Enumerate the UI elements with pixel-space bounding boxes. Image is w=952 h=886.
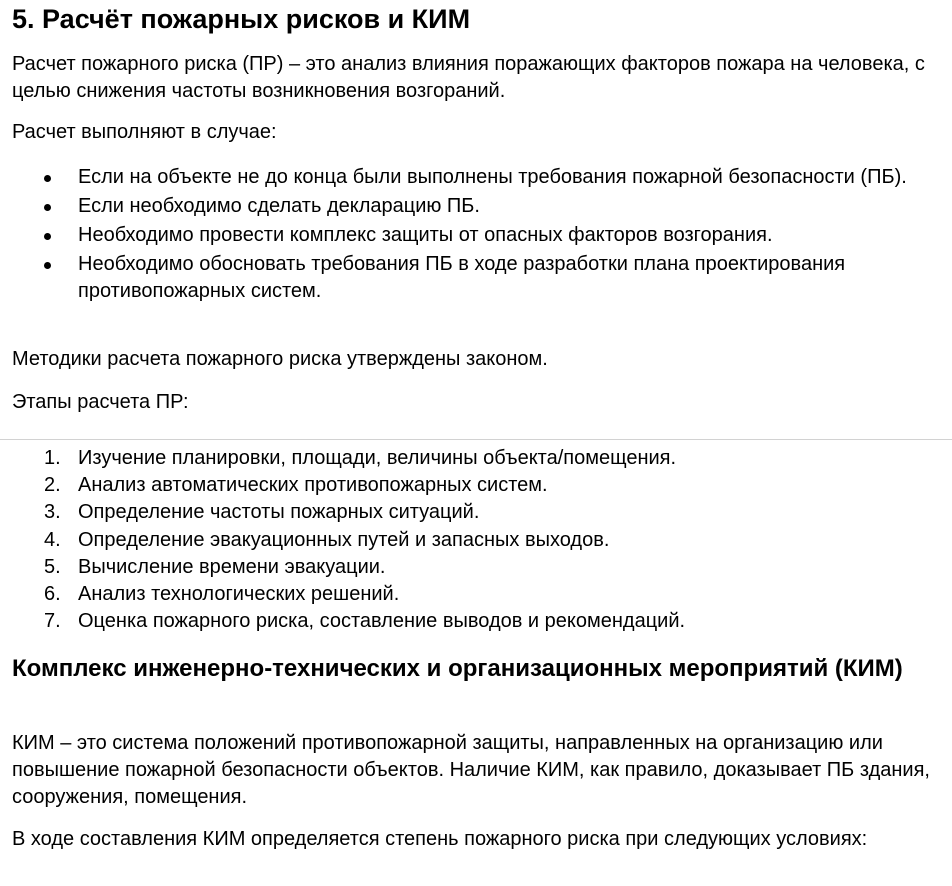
list-item-text: Необходимо обосновать требования ПБ в ходе разработки плана проектирования противопожарных систем. <box>78 253 846 302</box>
list-item <box>0 527 952 554</box>
list-item-number: 2. <box>44 474 61 497</box>
list-item-number: 3. <box>44 501 61 524</box>
kim-heading: Комплекс инженерно-технических и организационных мероприятий (КИМ) <box>12 655 903 682</box>
page-title: 5. Расчёт пожарных рисков и КИМ <box>12 4 471 34</box>
list-item-text: Определение частоты пожарных ситуаций. <box>78 501 480 524</box>
list-item-text: Изучение планировки, площади, величины объекта/помещения. <box>78 447 677 469</box>
list-item <box>0 222 940 249</box>
stages-lead-paragraph: Этапы расчета ПР: <box>12 391 189 413</box>
list-item-text: Определение эвакуационных путей и запасных выходов. <box>78 528 610 551</box>
list-item <box>0 554 952 581</box>
intro-paragraph: Расчет пожарного риска (ПР) – это анализ влияния поражающих факторов пожара на человека, с целью снижения частоты возникновения возгораний. <box>12 53 925 102</box>
bullet-icon <box>44 262 51 269</box>
list-item <box>0 193 940 220</box>
methods-paragraph: Методики расчета пожарного риска утверждены законом. <box>12 348 548 370</box>
list-item-text: Если на объекте не до конца были выполнены требования пожарной безопасности (ПБ). <box>78 166 907 188</box>
list-item-number: 7. <box>44 610 61 633</box>
list-item-text: Оценка пожарного риска, составление выводов и рекомендаций. <box>78 610 686 633</box>
list-item-number: 4. <box>44 528 61 551</box>
cases-bullet-list <box>0 164 952 305</box>
list-item-text: Если необходимо сделать декларацию ПБ. <box>78 195 480 217</box>
bullet-icon <box>44 175 51 182</box>
list-item <box>0 581 952 608</box>
list-item <box>0 445 952 472</box>
list-item <box>0 608 952 635</box>
list-item <box>0 251 940 305</box>
list-item <box>0 164 940 191</box>
kim-definition-paragraph: КИМ – это система положений противопожарной защиты, направленных на организацию или повышение пожарной безопасности объектов. Наличие КИМ, как правило, доказывает ПБ здания, сооружения, помещения. <box>12 732 930 808</box>
list-item-text: Вычисление времени эвакуации. <box>78 555 386 578</box>
stages-numbered-list <box>0 445 952 635</box>
list-item-number: 1. <box>44 447 61 469</box>
list-item-text: Анализ автоматических противопожарных систем. <box>78 474 548 497</box>
bullet-icon <box>44 233 51 240</box>
list-item-number: 6. <box>44 583 61 606</box>
page-divider <box>0 439 952 440</box>
cases-lead-paragraph: Расчет выполняют в случае: <box>12 121 277 143</box>
list-item-text: Анализ технологических решений. <box>78 583 400 606</box>
list-item <box>0 472 952 499</box>
list-item <box>0 499 952 526</box>
list-item-number: 5. <box>44 555 61 578</box>
kim-conditions-paragraph: В ходе составления КИМ определяется степень пожарного риска при следующих условиях: <box>12 828 868 850</box>
list-item-text: Необходимо провести комплекс защиты от опасных факторов возгорания. <box>78 224 773 246</box>
bullet-icon <box>44 204 51 211</box>
